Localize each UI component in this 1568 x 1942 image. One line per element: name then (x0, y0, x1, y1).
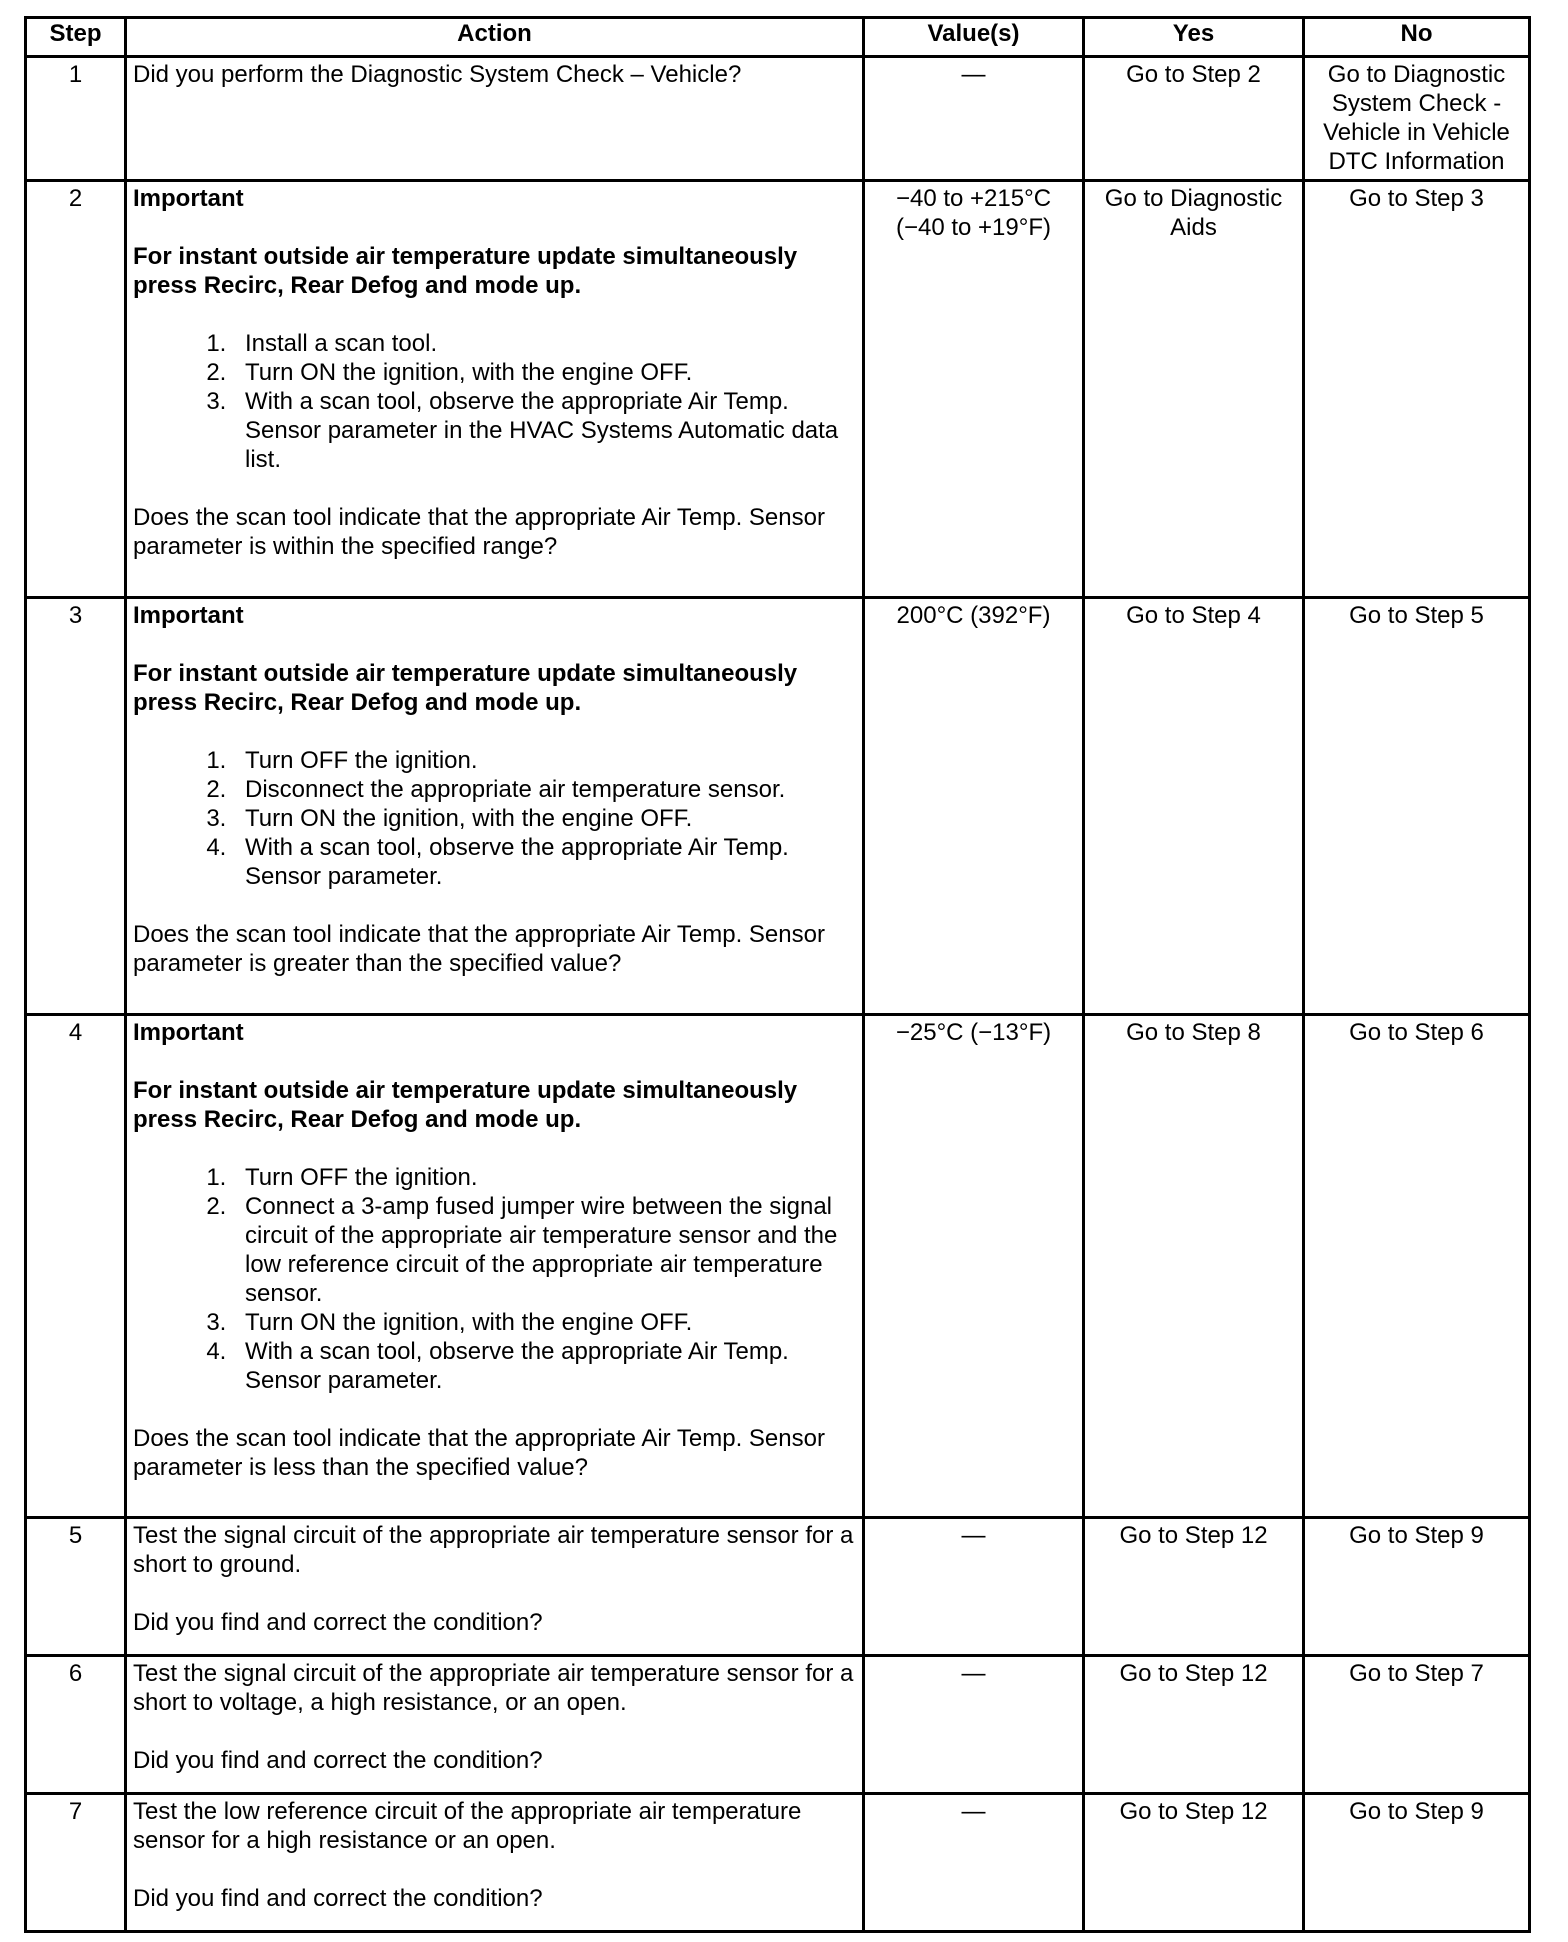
action-question: Did you find and correct the condition? (133, 1885, 543, 1912)
list-item: 1. Turn OFF the ignition. (233, 746, 856, 775)
list-item: 3. Turn ON the ignition, with the engine OFF. (233, 804, 856, 833)
value-cell: −40 to +215°C (−40 to +19°F) (864, 181, 1084, 598)
action-intro: Test the signal circuit of the appropriate air temperature sensor for a short to voltage, a high resistance, or an open. (133, 1660, 854, 1716)
step-number: 3 (26, 598, 126, 1015)
table-row (26, 1518, 1530, 1656)
yes-cell: Go to Diagnostic Aids (1084, 181, 1304, 598)
list-item: 2. Turn ON the ignition, with the engine OFF. (233, 358, 856, 387)
action-intro: Test the signal circuit of the appropriate air temperature sensor for a short to ground. (133, 1522, 854, 1578)
yes-cell: Go to Step 4 (1084, 598, 1304, 1015)
value-cell: — (864, 1794, 1084, 1932)
important-label: Important (133, 602, 244, 629)
value-cell: 200°C (392°F) (864, 598, 1084, 1015)
table-row (26, 181, 1530, 598)
list-item: 1. Turn OFF the ignition. (233, 1163, 856, 1192)
action-cell (126, 1518, 864, 1656)
no-cell: Go to Step 6 (1304, 1015, 1530, 1518)
header-no: No (1304, 18, 1530, 57)
action-cell (126, 181, 864, 598)
action-question: Did you find and correct the condition? (133, 1609, 543, 1636)
important-note: For instant outside air temperature update simultaneously press Recirc, Rear Defog and mode up. (133, 660, 798, 716)
table-row (26, 598, 1530, 1015)
no-cell: Go to Step 7 (1304, 1656, 1530, 1794)
action-question: Does the scan tool indicate that the appropriate Air Temp. Sensor parameter is greater than the specified value? (133, 921, 825, 977)
action-cell (126, 57, 864, 181)
no-cell: Go to Step 5 (1304, 598, 1530, 1015)
yes-cell: Go to Step 12 (1084, 1794, 1304, 1932)
list-item: 2. Connect a 3-amp fused jumper wire between the signal circuit of the appropriate air temperature sensor and the low reference circuit of the appropriate air temperature sensor. (233, 1192, 856, 1308)
list-item: 3. With a scan tool, observe the appropriate Air Temp. Sensor parameter in the HVAC Systems Automatic data list. (233, 387, 856, 474)
header-action: Action (126, 18, 864, 57)
step-number: 7 (26, 1794, 126, 1932)
header-row (26, 18, 1530, 57)
action-question: Does the scan tool indicate that the appropriate Air Temp. Sensor parameter is less than the specified value? (133, 1425, 825, 1481)
list-item: 2. Disconnect the appropriate air temperature sensor. (233, 775, 856, 804)
value-cell: — (864, 57, 1084, 181)
no-cell: Go to Step 9 (1304, 1794, 1530, 1932)
table-row (26, 57, 1530, 181)
action-intro: Test the low reference circuit of the appropriate air temperature sensor for a high resistance or an open. (133, 1798, 802, 1854)
yes-cell: Go to Step 8 (1084, 1015, 1304, 1518)
action-question: Did you perform the Diagnostic System Check – Vehicle? (133, 61, 742, 88)
diagnostic-table (24, 16, 1531, 1933)
no-cell: Go to Step 3 (1304, 181, 1530, 598)
table-row (26, 1656, 1530, 1794)
important-note: For instant outside air temperature update simultaneously press Recirc, Rear Defog and mode up. (133, 1077, 798, 1133)
action-cell (126, 1015, 864, 1518)
header-yes: Yes (1084, 18, 1304, 57)
yes-cell: Go to Step 12 (1084, 1656, 1304, 1794)
table-row (26, 1015, 1530, 1518)
list-item: 1. Install a scan tool. (233, 329, 856, 358)
important-note: For instant outside air temperature update simultaneously press Recirc, Rear Defog and mode up. (133, 243, 798, 299)
header-values: Value(s) (864, 18, 1084, 57)
yes-cell: Go to Step 12 (1084, 1518, 1304, 1656)
no-cell: Go to Step 9 (1304, 1518, 1530, 1656)
value-cell: — (864, 1656, 1084, 1794)
step-number: 4 (26, 1015, 126, 1518)
value-cell: — (864, 1518, 1084, 1656)
list-item: 3. Turn ON the ignition, with the engine OFF. (233, 1308, 856, 1337)
value-cell: −25°C (−13°F) (864, 1015, 1084, 1518)
table-row (26, 1794, 1530, 1932)
procedure-list (133, 329, 856, 474)
important-label: Important (133, 185, 244, 212)
step-number: 1 (26, 57, 126, 181)
action-cell (126, 598, 864, 1015)
yes-cell: Go to Step 2 (1084, 57, 1304, 181)
important-label: Important (133, 1019, 244, 1046)
action-cell (126, 1794, 864, 1932)
procedure-list (133, 1163, 856, 1395)
procedure-list (133, 746, 856, 891)
step-number: 2 (26, 181, 126, 598)
action-cell (126, 1656, 864, 1794)
list-item: 4. With a scan tool, observe the appropriate Air Temp. Sensor parameter. (233, 833, 856, 891)
step-number: 6 (26, 1656, 126, 1794)
action-question: Does the scan tool indicate that the appropriate Air Temp. Sensor parameter is within the specified range? (133, 504, 825, 560)
list-item: 4. With a scan tool, observe the appropriate Air Temp. Sensor parameter. (233, 1337, 856, 1395)
action-question: Did you find and correct the condition? (133, 1747, 543, 1774)
header-step: Step (26, 18, 126, 57)
no-cell: Go to Diagnostic System Check - Vehicle in Vehicle DTC Information (1304, 57, 1530, 181)
step-number: 5 (26, 1518, 126, 1656)
